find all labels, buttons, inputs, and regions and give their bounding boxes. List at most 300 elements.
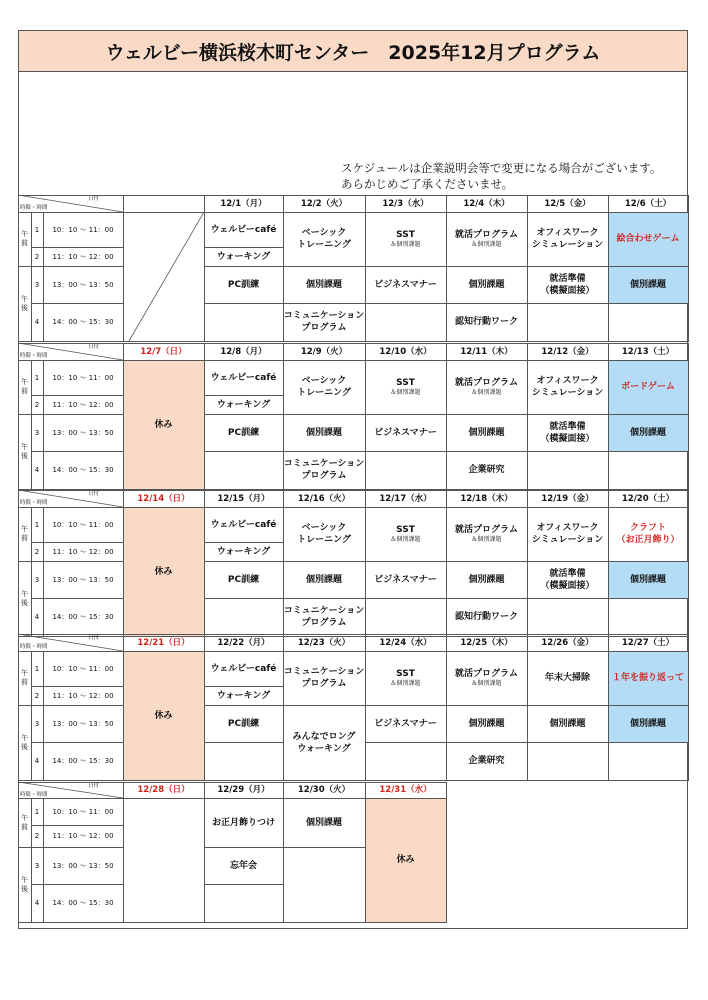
column-line xyxy=(446,782,447,922)
day-header: 12/20（土） xyxy=(621,493,675,504)
cell-text-line: SST xyxy=(396,378,415,388)
corner-diagonal xyxy=(18,782,123,798)
period-time: 13：00 ～ 13：50 xyxy=(52,861,114,870)
program-cell xyxy=(527,598,608,636)
column-line xyxy=(688,490,689,636)
day-header: 12/25（木） xyxy=(460,637,513,648)
cell-text-line: ウェルビーcafé xyxy=(210,663,277,674)
cell-border xyxy=(608,414,689,415)
period-time: 10：10 ～ 11：00 xyxy=(52,520,114,529)
program-cell xyxy=(608,742,688,780)
period-number: 3 xyxy=(34,719,40,728)
period-number: 4 xyxy=(34,899,40,907)
cell-text-line: ウォーキング xyxy=(216,399,271,410)
program-cell xyxy=(204,884,283,922)
period-time: 13：00 ～ 13：50 xyxy=(52,575,114,584)
week-bottom-line xyxy=(18,922,447,923)
pm-label xyxy=(18,414,31,489)
cell-text-line: 個別課題 xyxy=(468,279,505,290)
schedule-note xyxy=(341,160,661,192)
am-label xyxy=(18,360,31,414)
slot-label: 時限・時間 xyxy=(20,644,48,650)
program-cell xyxy=(446,266,527,303)
column-line xyxy=(365,634,366,780)
period-number: 2 xyxy=(34,547,40,556)
column-line xyxy=(527,490,528,636)
program-cell xyxy=(608,266,688,303)
program-cell xyxy=(527,414,608,451)
program-cell xyxy=(608,451,688,489)
cell-text-line: コミュニケーション xyxy=(283,606,365,616)
program-cell xyxy=(283,414,365,451)
day-header: 12/11（木） xyxy=(460,346,513,357)
program-cell xyxy=(527,303,608,341)
cell-text-line: プログラム xyxy=(301,679,347,689)
side-divider xyxy=(43,798,44,922)
cell-text-line: 休み xyxy=(154,710,173,721)
cell-text-line: プログラム xyxy=(301,618,347,628)
program-cell xyxy=(365,561,446,598)
day-header: 12/27（土） xyxy=(621,637,675,648)
week-top-line xyxy=(18,782,447,783)
period-line xyxy=(31,395,123,396)
period-number: 2 xyxy=(34,691,40,700)
cell-text-line: ベーシック xyxy=(301,376,347,386)
cell-border xyxy=(283,705,366,706)
date-label: 日付 xyxy=(88,491,100,497)
cell-subtext: ＆個別課題 xyxy=(390,536,421,543)
corner-diagonal xyxy=(18,634,123,651)
cell-text-line: 前 xyxy=(21,387,28,395)
cell-text-line: 午 xyxy=(21,442,28,451)
cell-text-line: 年末大掃除 xyxy=(544,673,590,683)
period-time: 14：00 ～ 15：30 xyxy=(52,899,114,907)
cell-text-line: 休み xyxy=(396,855,415,865)
period-number: 4 xyxy=(34,466,40,474)
cell-text-line: オフィスワーク xyxy=(536,228,599,238)
period-number: 2 xyxy=(34,832,40,840)
cell-text-line: コミュニケーション xyxy=(283,667,365,677)
period-time: 10：10 ～ 11：00 xyxy=(52,373,114,382)
period-time: 14：00 ～ 15：30 xyxy=(52,757,114,765)
program-cell xyxy=(527,360,608,414)
cell-text-line: みんなでロング xyxy=(292,731,356,742)
program-cell xyxy=(446,561,527,598)
day-header: 12/9（火） xyxy=(300,346,348,357)
cell-text-line: 個別課題 xyxy=(629,427,666,438)
cell-border xyxy=(527,451,609,452)
side-divider xyxy=(43,651,44,780)
cell-text-line: 就活プログラム xyxy=(455,525,518,535)
period-line xyxy=(31,825,123,826)
page-title: ウェルビー横浜桜木町センター 2025年12月プログラム xyxy=(18,30,688,72)
cell-text-line: 個別課題 xyxy=(305,279,342,290)
program-cell xyxy=(123,507,204,636)
day-header: 12/26（金） xyxy=(541,637,594,648)
cell-border xyxy=(608,451,689,452)
cell-text-line: 個別課題 xyxy=(305,427,342,438)
cell-border xyxy=(446,742,528,743)
cell-border xyxy=(365,414,447,415)
cell-subtext: ＆個別課題 xyxy=(471,536,502,543)
period-time: 13：00 ～ 13：50 xyxy=(52,428,114,437)
cell-border xyxy=(283,414,366,415)
program-cell xyxy=(204,451,283,489)
program-cell xyxy=(283,651,365,705)
cell-border xyxy=(608,598,689,599)
program-cell xyxy=(527,561,608,598)
cell-border xyxy=(365,705,447,706)
cell-text-line: 就活プログラム xyxy=(455,230,518,240)
program-cell xyxy=(204,360,283,395)
cell-text-line: 午 xyxy=(21,669,28,677)
program-cell xyxy=(365,303,446,341)
cell-border xyxy=(365,561,447,562)
cell-text-line: 個別課題 xyxy=(549,718,586,729)
cell-border xyxy=(527,598,609,599)
period-number: 1 xyxy=(34,225,40,234)
period-number: 4 xyxy=(34,318,40,326)
period-time: 11：10 ～ 12：00 xyxy=(52,691,114,700)
cell-border xyxy=(608,742,689,743)
day-header: 12/13（土） xyxy=(621,346,675,357)
program-cell xyxy=(204,395,283,414)
cell-text-line: 午 xyxy=(21,813,28,822)
program-cell xyxy=(365,598,446,636)
program-cell xyxy=(204,266,283,303)
column-line xyxy=(365,782,366,922)
week-bottom-line xyxy=(18,341,689,342)
period-line xyxy=(31,247,123,248)
day-header: 12/23（火） xyxy=(297,637,351,648)
cell-border xyxy=(204,742,284,743)
program-cell xyxy=(527,507,608,561)
cell-text-line: 個別課題 xyxy=(468,718,505,729)
day-header: 12/24（水） xyxy=(379,637,432,648)
cell-border xyxy=(204,303,284,304)
program-cell xyxy=(283,847,365,922)
cell-border xyxy=(527,414,609,415)
column-line xyxy=(365,490,366,636)
program-cell xyxy=(608,360,688,414)
cell-border xyxy=(608,303,689,304)
day-header: 12/29（月） xyxy=(217,785,270,795)
slot-label: 時限・時間 xyxy=(20,353,48,359)
cell-border xyxy=(283,303,366,304)
cell-text-line: 午 xyxy=(21,378,28,386)
period-line xyxy=(31,686,123,687)
program-cell xyxy=(123,360,204,489)
cell-subtext: ＆個別課題 xyxy=(471,389,502,396)
cell-border xyxy=(204,542,284,543)
column-line xyxy=(283,634,284,780)
day-header: 12/15（月） xyxy=(217,493,270,504)
cell-text-line: ウェルビーcafé xyxy=(210,519,277,530)
program-cell xyxy=(365,651,446,705)
column-line xyxy=(123,195,124,341)
cell-text-line: 就活プログラム xyxy=(455,669,518,679)
column-line xyxy=(608,343,609,489)
cell-text-line: 休み xyxy=(154,419,173,430)
column-line xyxy=(204,195,205,341)
program-cell xyxy=(365,507,446,561)
corner-diagonal xyxy=(18,195,123,212)
cell-text-line: ウェルビーcafé xyxy=(210,224,277,235)
cell-text-line: 個別課題 xyxy=(629,279,666,290)
empty-day-diagonal xyxy=(123,212,204,341)
day-header: 12/31（水） xyxy=(379,785,432,795)
period-time: 10：10 ～ 11：00 xyxy=(52,225,114,234)
day-header: 12/30（火） xyxy=(297,785,351,795)
header-bottom-line xyxy=(18,507,689,508)
cell-border xyxy=(608,705,689,706)
cell-border xyxy=(365,742,447,743)
cell-border xyxy=(204,847,284,848)
column-line xyxy=(123,490,124,636)
cell-text-line: 個別課題 xyxy=(305,817,342,828)
side-divider xyxy=(31,212,32,341)
cell-text-line: 個別課題 xyxy=(629,718,666,729)
program-cell xyxy=(446,360,527,414)
program-cell xyxy=(204,651,283,686)
program-cell xyxy=(608,507,688,561)
ampm-line xyxy=(18,561,123,562)
period-number: 3 xyxy=(34,575,40,584)
program-cell xyxy=(608,212,688,266)
column-line xyxy=(365,195,366,341)
column-line xyxy=(123,782,124,922)
cell-text-line: PC訓練 xyxy=(227,718,260,729)
day-header: 12/3（水） xyxy=(382,198,429,209)
cell-text-line: （模擬面接） xyxy=(540,433,595,444)
day-header: 12/22（月） xyxy=(217,637,270,648)
cell-text-line: オフィスワーク xyxy=(536,376,599,386)
cell-text-line: 忘年会 xyxy=(229,860,257,871)
cell-border xyxy=(527,705,609,706)
period-time: 11：10 ～ 12：00 xyxy=(52,832,114,840)
header-bottom-line xyxy=(18,651,689,652)
column-line xyxy=(283,195,284,341)
program-cell xyxy=(608,561,688,598)
cell-border xyxy=(204,686,284,687)
program-cell xyxy=(446,451,527,489)
program-cell xyxy=(204,247,283,266)
program-cell xyxy=(365,451,446,489)
cell-text-line: SST xyxy=(396,230,415,240)
program-cell xyxy=(204,598,283,636)
cell-text-line: トレーニング xyxy=(297,388,351,398)
pm-label xyxy=(18,705,31,780)
program-cell xyxy=(204,561,283,598)
cell-text-line: 就活準備 xyxy=(549,273,586,284)
ampm-line xyxy=(18,414,123,415)
column-line xyxy=(204,490,205,636)
program-cell xyxy=(204,303,283,341)
date-label: 日付 xyxy=(88,196,100,202)
cell-text-line: ビジネスマナー xyxy=(374,718,437,729)
period-time: 10：10 ～ 11：00 xyxy=(52,664,114,673)
cell-text-line: 午 xyxy=(21,230,28,238)
column-line xyxy=(608,490,609,636)
program-cell xyxy=(446,303,527,341)
program-cell xyxy=(365,798,446,922)
program-cell xyxy=(283,798,365,847)
cell-border xyxy=(283,266,366,267)
am-label xyxy=(18,651,31,705)
program-cell xyxy=(204,414,283,451)
week-top-line xyxy=(18,490,689,491)
day-header: 12/16（火） xyxy=(297,493,351,504)
period-time: 11：10 ～ 12：00 xyxy=(52,252,114,261)
cell-text-line: ウォーキング xyxy=(297,743,351,754)
cell-border xyxy=(446,266,528,267)
cell-border xyxy=(527,266,609,267)
cell-text-line: お正月飾りつけ xyxy=(211,817,275,828)
program-cell xyxy=(365,705,446,742)
cell-text-line: ウォーキング xyxy=(216,546,271,557)
column-line xyxy=(283,782,284,922)
period-time: 13：00 ～ 13：50 xyxy=(52,280,114,289)
cell-text-line: 就活準備 xyxy=(549,421,586,432)
period-time: 14：00 ～ 15：30 xyxy=(52,318,114,326)
cell-border xyxy=(283,451,366,452)
program-cell xyxy=(608,651,688,705)
cell-text-line: 前 xyxy=(21,822,28,831)
period-number: 1 xyxy=(34,807,40,816)
date-label: 日付 xyxy=(88,635,100,641)
cell-text-line: 認知行動ワーク xyxy=(454,612,518,622)
program-cell xyxy=(446,414,527,451)
program-cell xyxy=(365,742,446,780)
column-line xyxy=(688,195,689,341)
cell-text-line: PC訓練 xyxy=(227,427,260,438)
day-header: 12/12（金） xyxy=(541,346,594,357)
cell-border xyxy=(204,598,284,599)
side-divider xyxy=(31,651,32,780)
program-cell xyxy=(608,705,688,742)
cell-border xyxy=(204,451,284,452)
cell-border xyxy=(527,742,609,743)
column-line xyxy=(527,195,528,341)
note-line-2: あらかじめご了承くださいませ。 xyxy=(341,177,514,191)
program-cell xyxy=(283,561,365,598)
cell-border xyxy=(446,598,528,599)
day-header: 12/18（木） xyxy=(460,493,513,504)
program-cell xyxy=(608,414,688,451)
period-number: 3 xyxy=(34,428,40,437)
cell-border xyxy=(204,247,284,248)
cell-subtext: ＆個別課題 xyxy=(390,389,421,396)
cell-text-line: ウォーキング xyxy=(216,251,271,262)
cell-text-line: 後 xyxy=(21,742,28,751)
cell-text-line: オフィスワーク xyxy=(536,523,599,533)
day-header: 12/7（日） xyxy=(140,346,187,357)
side-divider xyxy=(31,507,32,636)
cell-text-line: 就活プログラム xyxy=(455,378,518,388)
cell-text-line: 午 xyxy=(21,733,28,742)
column-line xyxy=(283,490,284,636)
corner-diagonal xyxy=(18,343,123,360)
cell-text-line: ビジネスマナー xyxy=(374,574,437,585)
day-header: 12/1（月） xyxy=(220,198,267,209)
cell-text-line: プログラム xyxy=(301,471,347,481)
note-line-1: スケジュールは企業説明会等で変更になる場合がございます。 xyxy=(341,161,662,175)
period-line xyxy=(31,598,123,599)
cell-text-line: 企業研究 xyxy=(468,465,505,475)
cell-text-line: 個別課題 xyxy=(629,574,666,585)
program-cell xyxy=(123,651,204,780)
cell-border xyxy=(608,561,689,562)
cell-border xyxy=(283,561,366,562)
cell-border xyxy=(204,414,284,415)
program-cell xyxy=(446,742,527,780)
am-label xyxy=(18,798,31,847)
program-cell xyxy=(123,798,204,922)
cell-text-line: ボードゲーム xyxy=(621,382,675,392)
program-cell xyxy=(365,360,446,414)
cell-text-line: 前 xyxy=(21,678,28,686)
cell-border xyxy=(446,414,528,415)
cell-text-line: ベーシック xyxy=(301,523,347,533)
period-number: 2 xyxy=(34,252,40,261)
cell-text-line: 認知行動ワーク xyxy=(454,317,518,327)
period-number: 1 xyxy=(34,664,40,673)
cell-border xyxy=(446,303,528,304)
program-cell xyxy=(527,651,608,705)
program-cell xyxy=(527,451,608,489)
column-line xyxy=(446,343,447,489)
day-header: 12/14（日） xyxy=(137,493,190,504)
program-cell xyxy=(527,705,608,742)
column-line xyxy=(204,634,205,780)
cell-text-line: PC訓練 xyxy=(227,279,260,290)
header-bottom-line xyxy=(18,798,447,799)
program-cell xyxy=(446,212,527,266)
cell-text-line: 個別課題 xyxy=(305,574,342,585)
program-cell xyxy=(527,212,608,266)
cell-text-line: 午 xyxy=(21,875,28,884)
program-cell xyxy=(204,742,283,780)
column-line xyxy=(123,343,124,489)
week-top-line xyxy=(18,634,689,635)
column-line xyxy=(608,634,609,780)
column-line xyxy=(123,634,124,780)
program-cell xyxy=(283,212,365,266)
cell-text-line: （お正月飾り） xyxy=(616,535,680,545)
program-cell xyxy=(527,742,608,780)
program-cell xyxy=(527,266,608,303)
side-divider xyxy=(43,360,44,489)
period-number: 4 xyxy=(34,757,40,765)
program-cell xyxy=(365,212,446,266)
cell-text-line: プログラム xyxy=(301,323,347,333)
program-cell xyxy=(283,266,365,303)
cell-text-line: 個別課題 xyxy=(468,574,505,585)
cell-text-line: 後 xyxy=(21,598,28,607)
week-top-line xyxy=(18,195,689,196)
column-line xyxy=(446,490,447,636)
period-time: 11：10 ～ 12：00 xyxy=(52,547,114,556)
pm-label xyxy=(18,561,31,636)
day-header xyxy=(123,195,204,212)
cell-text-line: 午 xyxy=(21,525,28,533)
column-line xyxy=(446,634,447,780)
cell-text-line: 休み xyxy=(154,566,173,577)
cell-text-line: ウォーキング xyxy=(216,690,271,701)
program-cell xyxy=(446,705,527,742)
program-cell xyxy=(608,303,688,341)
side-divider xyxy=(31,360,32,489)
